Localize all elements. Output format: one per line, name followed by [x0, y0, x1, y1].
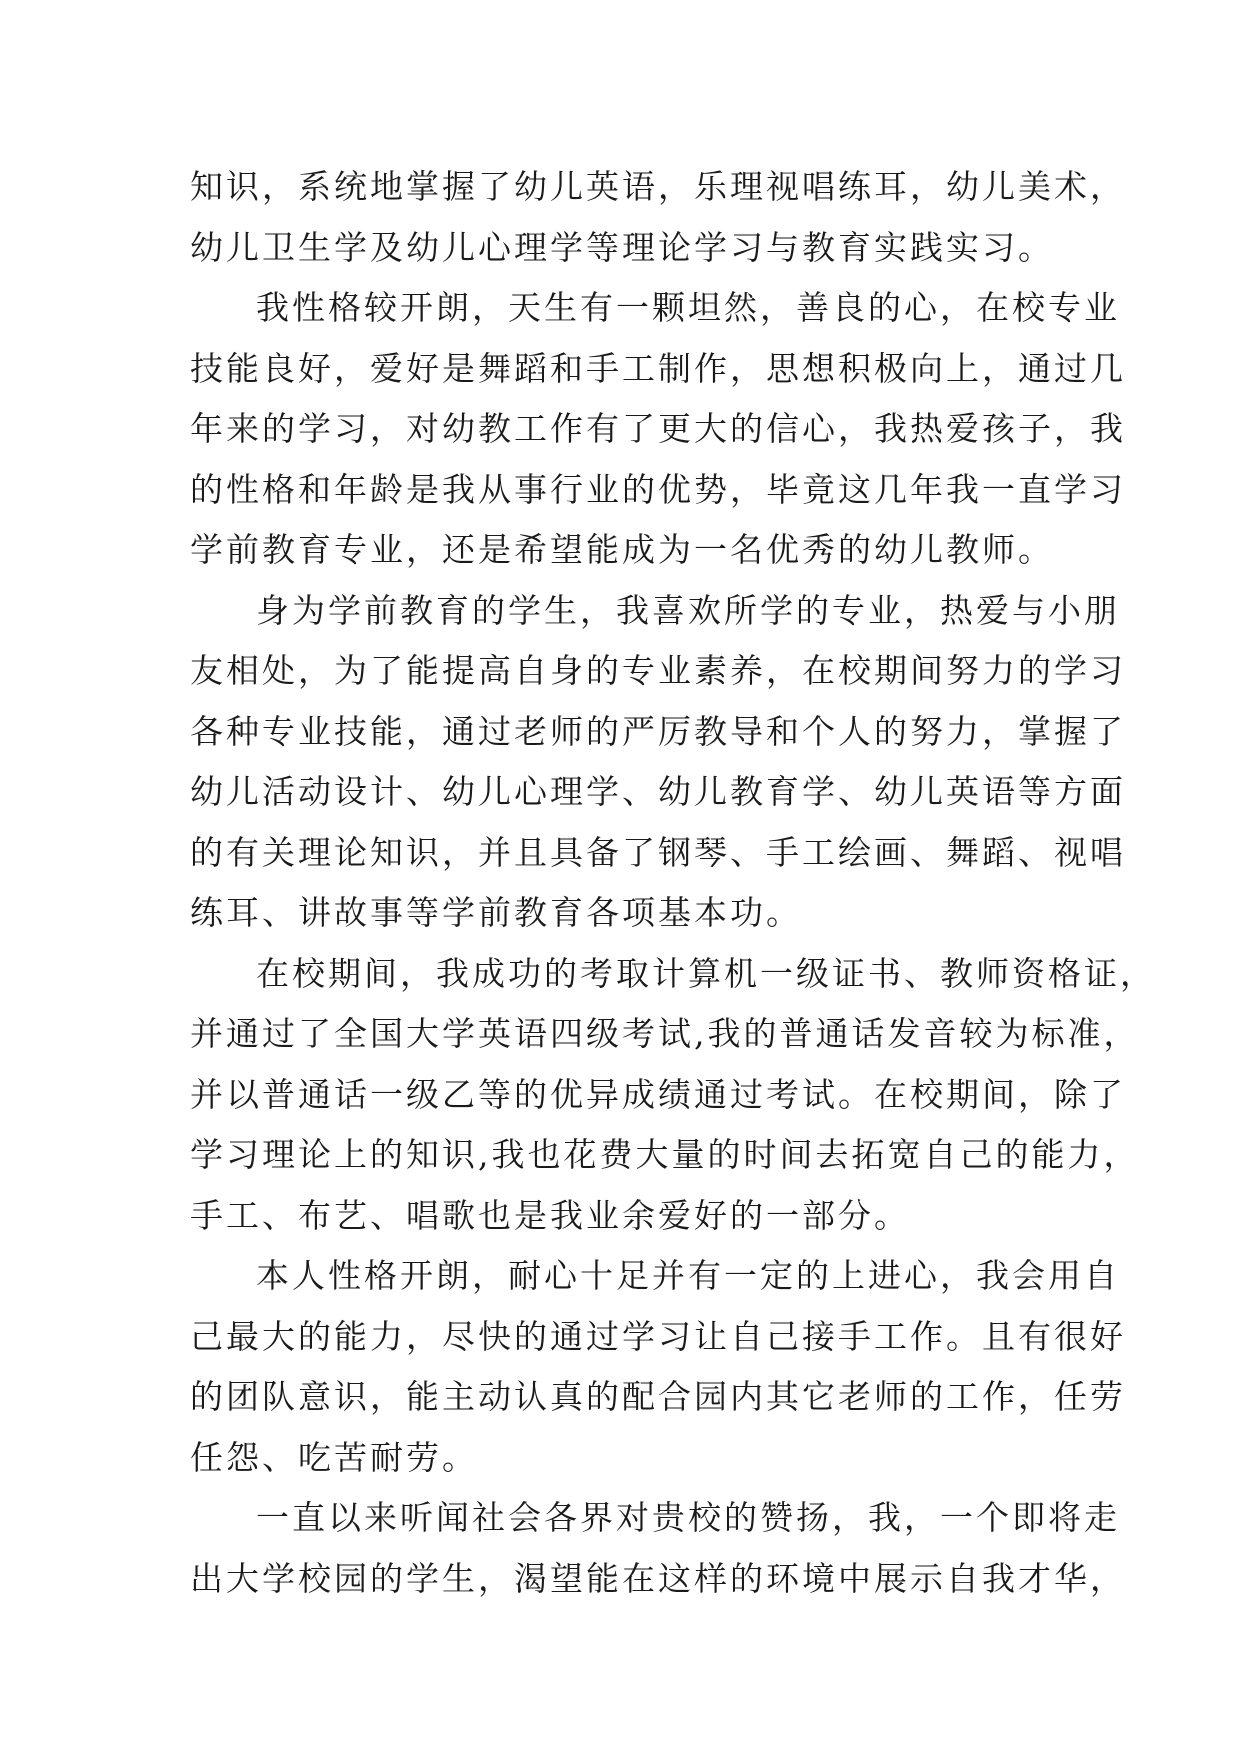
paragraph-start-line: 身为学前教育的学生，我喜欢所学的专业，热爱与小朋 — [256, 590, 1120, 630]
text-line: 的团队意识，能主动认真的配合园内其它老师的工作，任劳 — [190, 1377, 1126, 1416]
text-line: 己最大的能力，尽快的通过学习让自己接手工作。且有很好 — [190, 1316, 1126, 1356]
text-line: 年来的学习，对幼教工作有了更大的信心，我热爱孩子，我 — [190, 409, 1126, 448]
text-line: 的性格和年龄是我从事行业的优势，毕竟这几年我一直学习 — [190, 469, 1126, 509]
text-line: 手工、布艺、唱歌也是我业余爱好的一部分。 — [190, 1195, 910, 1235]
paragraph-start-line: 一直以来听闻社会各界对贵校的赞扬，我，一个即将走 — [256, 1498, 1120, 1537]
text-line: 各种专业技能，通过老师的严厉教导和个人的努力，掌握了 — [190, 711, 1126, 751]
text-line: 并以普通话一级乙等的优异成绩通过考试。在校期间，除了 — [190, 1074, 1126, 1114]
text-line: 任怨、吃苦耐劳。 — [190, 1437, 478, 1477]
text-line: 技能良好，爱好是舞蹈和手工制作，思想积极向上，通过几 — [190, 348, 1126, 388]
text-line: 出大学校园的学生，渴望能在这样的环境中展示自我才华， — [190, 1558, 1126, 1598]
paragraph-start-line: 本人性格开朗，耐心十足并有一定的上进心，我会用自 — [256, 1256, 1120, 1295]
paragraph-start-line: 在校期间，我成功的考取计算机一级证书、教师资格证， — [256, 953, 1156, 993]
text-line: 并通过了全国大学英语四级考试,我的普通话发音较为标准， — [190, 1014, 1140, 1053]
text-line: 练耳、讲故事等学前教育各项基本功。 — [190, 893, 802, 932]
document-body — [190, 157, 1156, 1609]
text-line: 知识，系统地掌握了幼儿英语，乐理视唱练耳，幼儿美术， — [190, 167, 1126, 206]
paragraph-start-line: 我性格较开朗，天生有一颗坦然，善良的心，在校专业 — [256, 288, 1120, 327]
text-line: 幼儿卫生学及幼儿心理学等理论学习与教育实践实习。 — [190, 227, 1054, 267]
text-line: 学习理论上的知识,我也花费大量的时间去拓宽自己的能力， — [190, 1135, 1140, 1174]
text-line: 学前教育专业，还是希望能成为一名优秀的幼儿教师。 — [190, 530, 1054, 569]
text-line: 友相处，为了能提高自身的专业素养，在校期间努力的学习 — [190, 651, 1126, 690]
text-line: 幼儿活动设计、幼儿心理学、幼儿教育学、幼儿英语等方面 — [190, 772, 1126, 811]
text-line: 的有关理论知识，并且具备了钢琴、手工绘画、舞蹈、视唱 — [190, 832, 1126, 872]
